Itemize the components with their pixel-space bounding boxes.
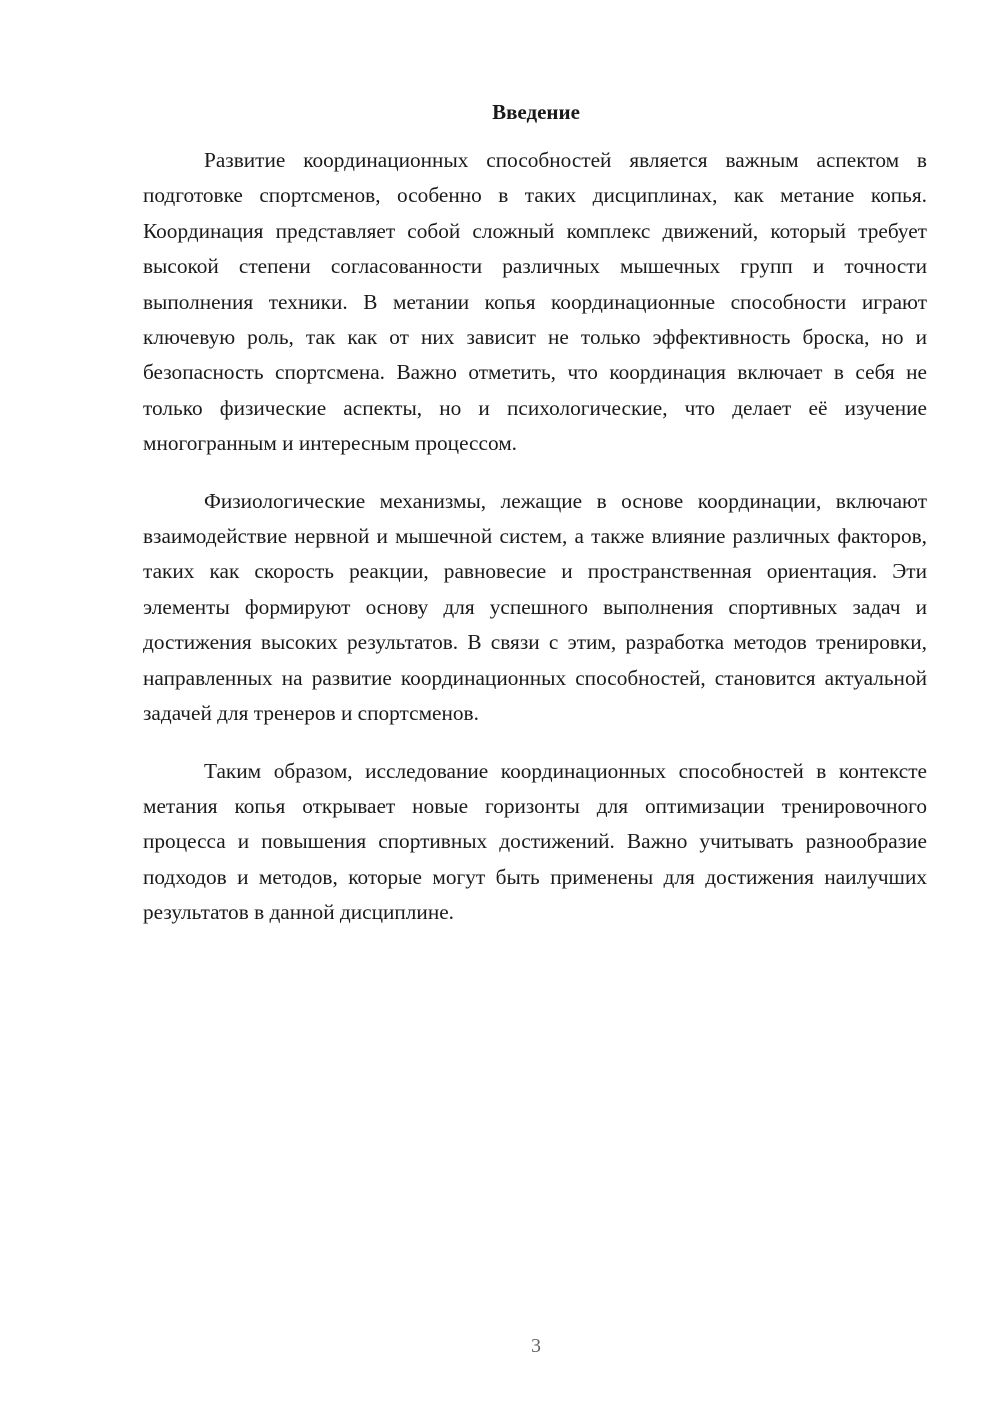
paragraph-2: Физиологические механизмы, лежащие в основе координации, включают взаимодействие нервной и мышечной систем, а также влияние различных факторов, таких как скорость реакции, равновесие и пространственная ориентация. Эти элементы формируют основу для успешного выполнения спортивных задач и достижения высоких результатов. В связи с этим, разработка методов тренировки, направленных на развитие координационных способностей, становится актуальной задачей для тренеров и спортсменов. <box>143 488 927 726</box>
body-text <box>143 143 927 953</box>
paragraph-3: Таким образом, исследование координационных способностей в контексте метания копья открывает новые горизонты для оптимизации тренировочного процесса и повышения спортивных достижений. Важно учитывать разнообразие подходов и методов, которые могут быть применены для достижения наилучших результатов в данной дисциплине. <box>143 758 927 925</box>
paragraph-1: Развитие координационных способностей является важным аспектом в подготовке спортсменов, особенно в таких дисциплинах, как метание копья. Координация представляет собой сложный комплекс движений, который требует высокой степени согласованности различных мышечных групп и точности выполнения техники. В метании копья координационные способности играют ключевую роль, так как от них зависит не только эффективность броска, но и безопасность спортсмена. Важно отметить, что координация включает в себя не только физические аспекты, но и психологические, что делает её изучение многогранным и интересным процессом. <box>143 148 927 456</box>
page-number: 3 <box>531 1335 541 1357</box>
section-heading: Введение <box>492 100 580 124</box>
